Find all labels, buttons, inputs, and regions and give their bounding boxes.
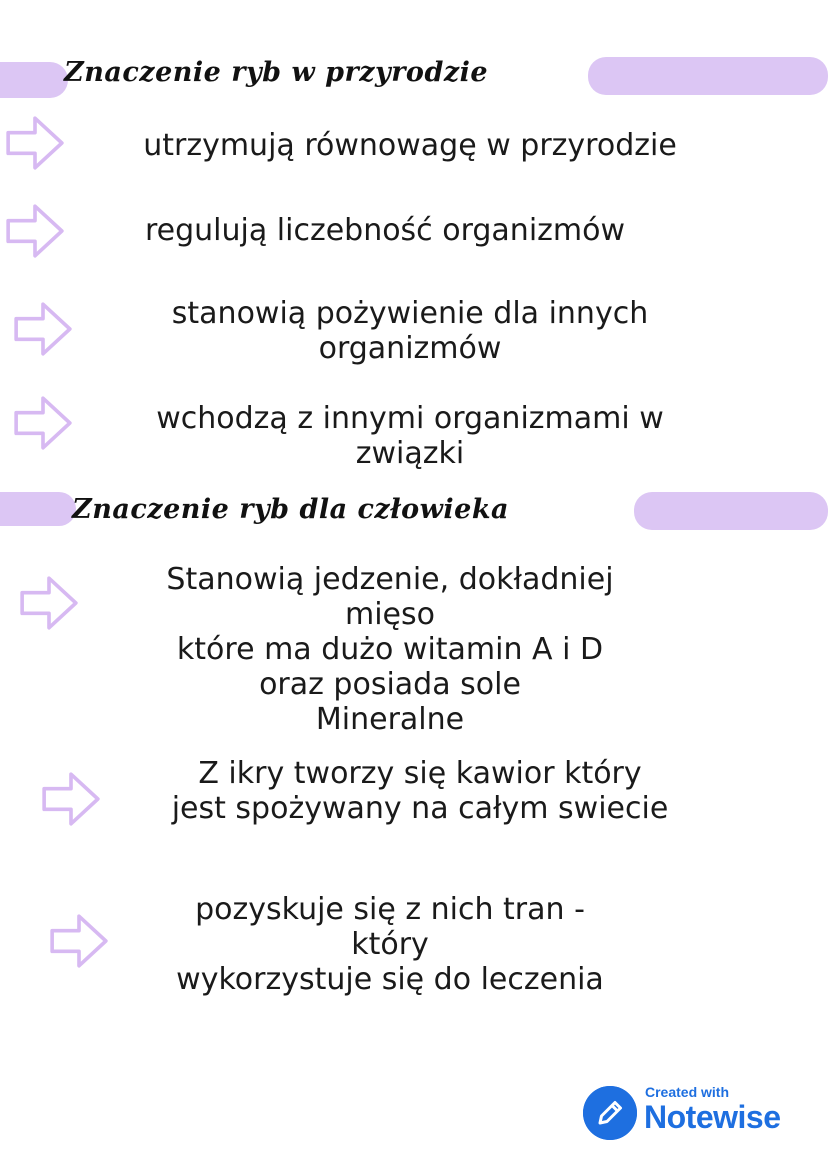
arrow-icon bbox=[40, 768, 102, 830]
human-item-3: pozyskuje się z nich tran - który wykorzystuje się do leczenia bbox=[176, 892, 604, 997]
notewise-badge bbox=[583, 1083, 813, 1143]
arrow-icon bbox=[12, 298, 74, 360]
arrow-icon bbox=[4, 112, 66, 174]
pencil-icon bbox=[583, 1086, 637, 1140]
human-item-2: Z ikry tworzy się kawior który jest spożywany na całym swiecie bbox=[171, 756, 669, 826]
heading-highlight-left bbox=[0, 62, 68, 98]
human-item-1: Stanowią jedzenie, dokładniej mięso które ma dużo witamin A i D oraz posiada sole Mineralne bbox=[166, 562, 614, 737]
heading-highlight-right bbox=[588, 57, 828, 95]
nature-item-4: wchodzą z innymi organizmami w związki bbox=[156, 401, 664, 471]
nature-item-1: utrzymują równowagę w przyrodzie bbox=[143, 128, 677, 163]
section-heading-nature: Znaczenie ryb w przyrodzie bbox=[64, 57, 489, 88]
heading-highlight-right bbox=[634, 492, 828, 530]
badge-brand: Notewise bbox=[644, 1099, 781, 1135]
arrow-icon bbox=[4, 200, 66, 262]
heading-highlight-left bbox=[0, 492, 76, 526]
nature-item-3: stanowią pożywienie dla innych organizmów bbox=[171, 296, 649, 366]
arrow-icon bbox=[12, 392, 74, 454]
section-heading-human: Znaczenie ryb dla człowieka bbox=[72, 494, 510, 525]
nature-item-2: regulują liczebność organizmów bbox=[144, 213, 626, 248]
badge-caption: Created with bbox=[645, 1084, 730, 1100]
arrow-icon bbox=[18, 572, 80, 634]
arrow-icon bbox=[48, 910, 110, 972]
